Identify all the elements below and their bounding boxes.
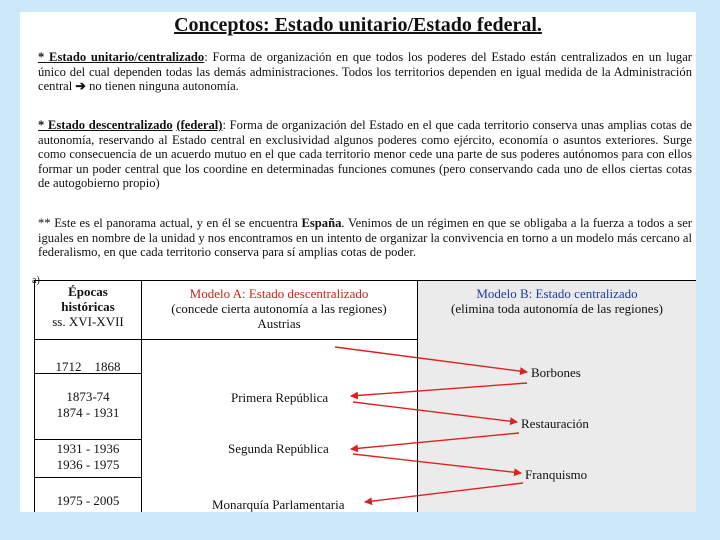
arrow-restauracion-segunda	[351, 433, 519, 449]
regime-franquismo: Franquismo	[525, 467, 588, 482]
arrow-austrias-borbones	[335, 347, 527, 372]
term-unitario: * Estado unitario/centralizado	[38, 50, 205, 64]
header-modelo-a-sub: (concede cierta autonomía a las regiones)	[171, 301, 387, 316]
term-federal: (federal)	[176, 118, 223, 132]
paragraph-unitario	[38, 50, 692, 94]
period-1931-1936: 1931 - 1936	[56, 441, 120, 456]
header-epocas-line3: ss. XVI-XVII	[52, 314, 124, 329]
period-1873: 1873-74	[66, 389, 110, 404]
header-modelo-b-title: Modelo B: Estado centralizado	[476, 286, 638, 301]
arrow-borbones-primera	[351, 383, 527, 396]
definition-unitario: : Forma de organización en que todos los poderes del Estado están centralizados en un lugar único del cual dependen todas las demás administraciones. Todos los territorios dependen en igual medida de la Administración central	[38, 50, 692, 94]
regime-borbones: Borbones	[531, 365, 581, 380]
paragraph-panorama	[38, 216, 692, 260]
period-1874-1931: 1874 - 1931	[56, 405, 120, 420]
paragraph-descentralizado	[38, 118, 692, 191]
arrow-franquismo-monarquia	[365, 483, 523, 502]
arrow-segunda-franquismo	[353, 454, 521, 473]
arrow-right-icon: ➔	[75, 79, 86, 94]
header-modelo-b-sub: (elimina toda autonomía de las regiones)	[451, 301, 663, 316]
panorama-espana: España	[301, 216, 342, 230]
panorama-text: ** Este es el panorama actual, y en él se encuentra	[38, 216, 302, 230]
regime-monarquia: Monarquía Parlamentaria	[212, 497, 345, 512]
definition-descentralizado: : Forma de organización del Estado en el que cada territorio conserva unas amplias cotas de autonomía, reservando al Estado central en exclusividad algunos poderes como ejército, economía o asuntos exteriores. Surge como consecuencia de un acuerdo mutuo en el que cada territorio menor cede una parte de sus poderes autónomos para con ellos formar un poder central que los coordine en determinadas funciones comunes (pero conservando cada uno de ellos ciertas cotas de autogobierno propio)	[38, 118, 692, 191]
title-period: .	[536, 14, 542, 36]
page-title	[20, 14, 696, 37]
title-text: Conceptos: Estado unitario/Estado federal	[174, 14, 537, 36]
header-epocas-line2: históricas	[61, 299, 115, 314]
history-table	[34, 280, 696, 512]
period-1936-1975: 1936 - 1975	[56, 457, 120, 472]
period-1712-1868: 1712 1868	[55, 359, 121, 374]
arrow-primera-restauracion	[353, 402, 517, 422]
regime-austrias: Austrias	[257, 316, 301, 331]
panorama-text-end: . Venimos de un régimen en que se obligaba a la fuerza a todos a ser iguales en nombre de la unidad y nos encontramos en un intento de organizar la convivencia en torno a un modelo más cercano al federalismo, en que cada territorio conserva para sí amplias cotas de poder.	[38, 216, 692, 260]
regime-restauracion: Restauración	[521, 416, 589, 431]
header-modelo-a-title: Modelo A: Estado descentralizado	[189, 286, 369, 301]
table-label: a)	[32, 275, 40, 286]
transition-arrows	[35, 281, 696, 512]
regime-segunda-republica: Segunda República	[228, 441, 329, 456]
definition-unitario-end: no tienen ninguna autonomía.	[85, 79, 239, 94]
regime-primera-republica: Primera República	[231, 390, 329, 405]
header-epocas-line1: Épocas	[68, 284, 108, 299]
document-page	[20, 12, 696, 512]
period-1975-2005: 1975 - 2005	[56, 493, 120, 508]
term-descentralizado: * Estado descentralizado	[38, 118, 173, 132]
